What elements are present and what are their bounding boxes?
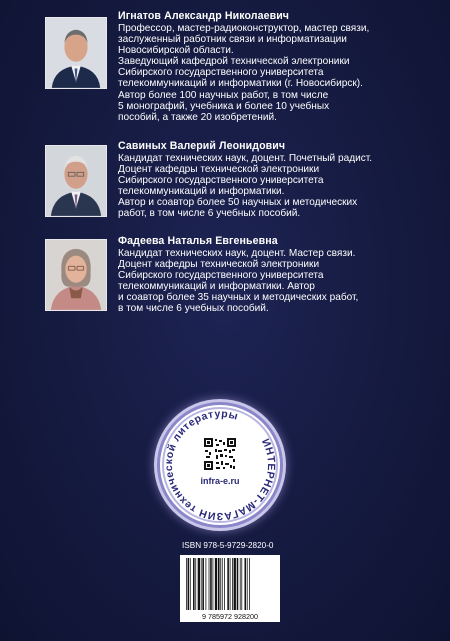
barcode-bar xyxy=(210,558,212,610)
publisher-logo xyxy=(160,405,280,525)
author-bio-line: Кандидат технических наук, доцент. Почетный радист. xyxy=(118,153,373,164)
author-bio-line: Доцент кафедры технической электроники xyxy=(118,164,320,176)
isbn-label: ISBN 978-5-9729-2820-0 xyxy=(182,541,274,550)
barcode-bar xyxy=(201,558,202,610)
barcode-bar xyxy=(195,558,196,610)
author-photo xyxy=(45,145,107,217)
author-bio-line: работ, в том числе 6 учебных пособий. xyxy=(118,208,301,220)
author-bio-line: Автор и соавтор более 50 научных и методических xyxy=(118,197,358,209)
barcode-bar xyxy=(220,558,221,610)
barcode-bar xyxy=(234,558,236,610)
author-bio-line: и соавтор более 35 научных и методических работ, xyxy=(118,292,359,304)
barcode-digits: 9 785972 928200 xyxy=(202,612,258,621)
barcode-bar xyxy=(218,558,220,610)
barcode-bar xyxy=(249,558,250,610)
author-bio-line: в том числе 6 учебных пособий. xyxy=(118,303,269,315)
author-name: Фадеева Наталья Евгеньевна xyxy=(118,235,278,247)
barcode xyxy=(180,555,280,622)
author-photo xyxy=(45,239,107,311)
barcode-bar xyxy=(215,558,217,610)
barcode-bar xyxy=(209,558,210,610)
author-bio-line: Автор более 100 научных работ, в том числе xyxy=(118,89,329,101)
barcode-bar xyxy=(190,558,191,610)
author-bio-line: Заведующий кафедрой технической электроники xyxy=(118,56,350,68)
barcode-bar xyxy=(213,558,214,610)
barcode-bar xyxy=(232,558,233,610)
author-photo xyxy=(45,17,107,89)
barcode-bar xyxy=(240,558,241,610)
author-info xyxy=(118,10,443,123)
portrait-image xyxy=(46,240,106,310)
author-bio-line: Сибирского государственного университета xyxy=(118,67,324,79)
barcode-image xyxy=(180,555,280,622)
author-bio-line: Профессор, мастер-радиоконструктор, мастер связи, xyxy=(118,23,370,34)
author-bio-line: телекоммуникаций и информатики. Автор xyxy=(118,281,315,293)
author-bio-line: Доцент кафедры технической электроники xyxy=(118,259,320,271)
author-bio-line: Сибирского государственного университета xyxy=(118,175,324,187)
barcode-bar xyxy=(202,558,204,610)
barcode-bar xyxy=(188,558,190,610)
author-bio-line: телекоммуникаций и информатики (г. Новосибирск). xyxy=(118,78,363,90)
barcode-bar xyxy=(245,558,247,610)
author-bio-line: Новосибирской области. xyxy=(118,45,234,57)
author-name: Савиных Валерий Леонидович xyxy=(118,140,286,152)
barcode-bar xyxy=(241,558,242,610)
portrait-image xyxy=(46,146,106,216)
author-bio-line: заслуженный работник связи и информатизации xyxy=(118,34,347,46)
barcode-bar xyxy=(222,558,223,610)
badge-ring-text: ИНТЕРНЕТ-МАГАЗИН технической литературы xyxy=(162,407,278,523)
author-bio-line: пособий, а также 20 изобретений. xyxy=(118,111,277,123)
publisher-logo-badge xyxy=(160,405,280,525)
author-bio-line: телекоммуникаций и информатики. xyxy=(118,186,285,198)
qr-code-icon xyxy=(204,438,236,470)
barcode-bar xyxy=(198,558,200,610)
author-info xyxy=(118,235,443,315)
author-name: Игнатов Александр Николаевич xyxy=(118,10,290,22)
barcode-bar xyxy=(193,558,195,610)
author-info xyxy=(118,140,443,220)
badge-site-url: infra-e.ru xyxy=(200,476,240,486)
barcode-bar xyxy=(237,558,239,610)
barcode-bar xyxy=(230,558,231,610)
barcode-bar xyxy=(206,558,207,610)
barcode-bar xyxy=(186,558,187,610)
author-bio-line: Кандидат технических наук, доцент. Мастер связи. xyxy=(118,248,356,259)
author-bio-line: 5 монографий, учебника и более 10 учебных xyxy=(118,100,330,112)
barcode-bar xyxy=(247,558,248,610)
barcode-bars xyxy=(186,558,250,610)
barcode-bar xyxy=(224,558,225,610)
author-bio-line: Сибирского государственного университета xyxy=(118,270,324,282)
barcode-bar xyxy=(227,558,229,610)
portrait-image xyxy=(46,18,106,88)
